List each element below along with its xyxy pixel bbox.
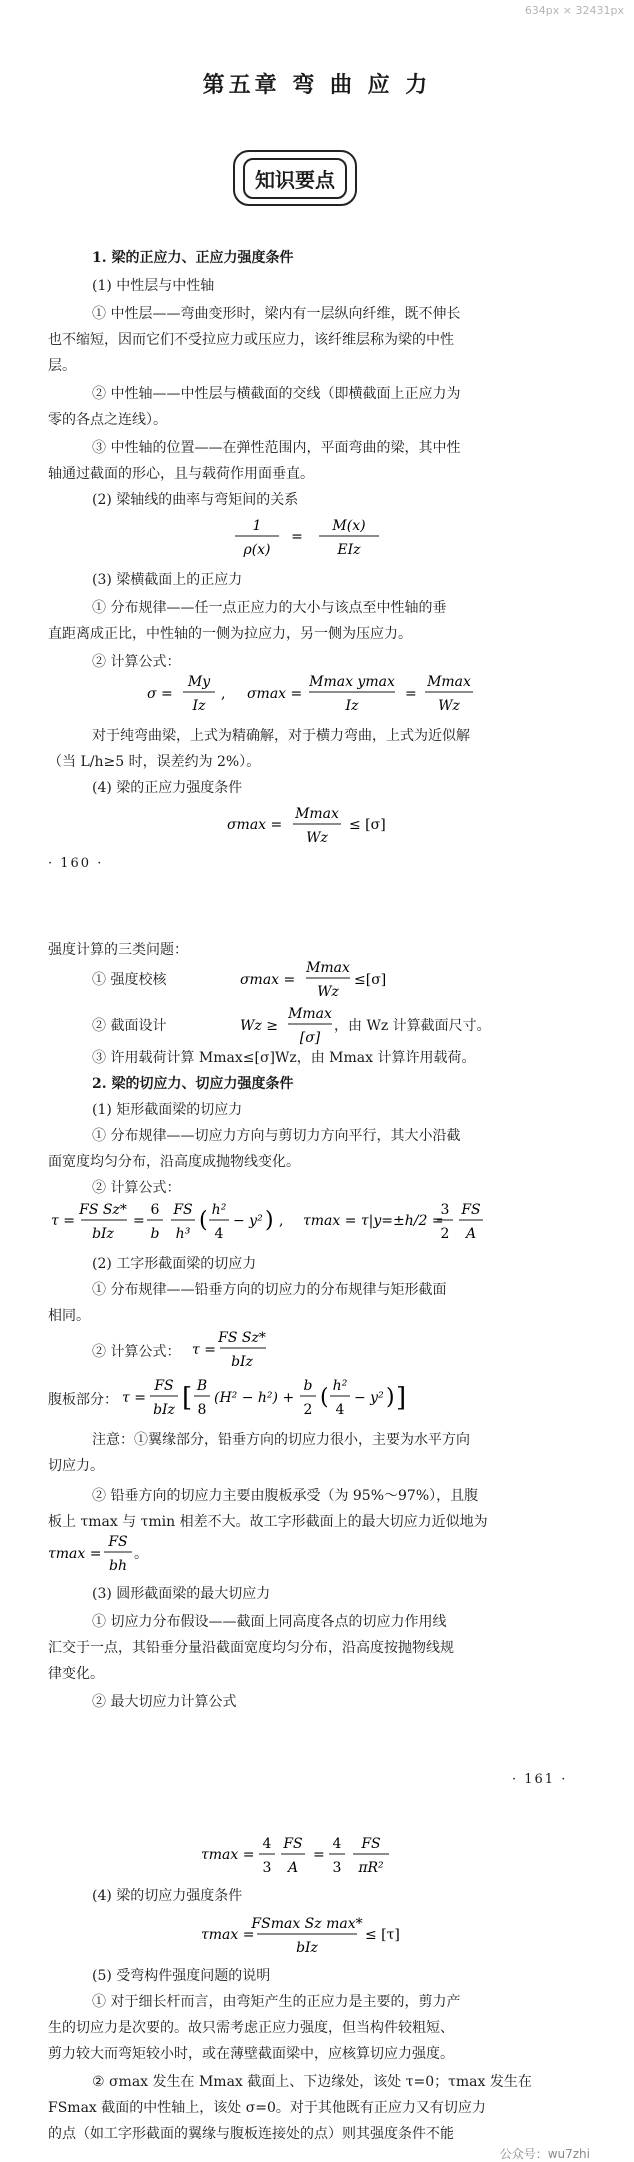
svg-text:): ): [265, 1208, 274, 1233]
check-formula: [238, 956, 398, 1006]
svg-text:2: 2: [440, 1226, 450, 1242]
rect-shear-formula: [0, 1196, 634, 1248]
badge-label: 知识要点: [243, 158, 347, 199]
svg-text:FS: FS: [361, 1836, 381, 1852]
svg-text:=: =: [405, 686, 417, 702]
text-line: 切应力。: [48, 1458, 104, 1474]
text-line: 也不缩短，因而它们不受拉应力或压应力，该纤维层称为梁的中性: [48, 332, 454, 348]
text-line: ① 对于细长杆而言，由弯矩产生的正应力是主要的，剪力产: [92, 1994, 461, 2010]
page-162: [0, 1830, 634, 2162]
text-line: 板上 τmax 与 τmin 相差不大。故工字形截面上的最大切应力近似地为: [48, 1514, 488, 1530]
subsection-heading: (4) 梁的正应力强度条件: [92, 780, 243, 796]
page-160: [0, 0, 634, 880]
svg-text:ρ(x): ρ(x): [243, 542, 271, 558]
svg-text:σmax =: σmax =: [240, 972, 296, 988]
design-formula: [238, 1002, 348, 1052]
svg-text:σmax =: σmax =: [227, 817, 283, 833]
text-line: 的点（如工字形截面的翼缘与腹板连接处的点）则其强度条件不能: [48, 2126, 454, 2142]
text-line: 轴通过截面的形心，且与载荷作用面垂直。: [48, 466, 314, 482]
svg-text:4: 4: [335, 1402, 345, 1418]
chapter-title: 第五章 弯 曲 应 力: [202, 72, 432, 98]
svg-text:bh: bh: [109, 1558, 127, 1574]
svg-text:[σ]: [σ]: [299, 1030, 321, 1046]
svg-text:Mmax: Mmax: [288, 1006, 332, 1022]
svg-text:τmax =: τmax =: [201, 1927, 255, 1943]
text-line: ① 分布规律——铅垂方向的切应力的分布规律与矩形截面: [92, 1282, 447, 1298]
svg-text:Mmax ymax: Mmax ymax: [309, 674, 395, 690]
text-line: 生的切应力是次要的。故只需考虑正应力强度，但当构件较粗短、: [48, 2020, 454, 2036]
text-line: ③ 许用载荷计算 Mmax≤[σ]Wz，由 Mmax 计算许用载荷。: [92, 1050, 476, 1066]
svg-text:h²: h²: [211, 1202, 227, 1218]
svg-text:=: =: [291, 529, 303, 545]
svg-text:FS: FS: [108, 1534, 128, 1550]
svg-text:3: 3: [262, 1860, 272, 1876]
svg-text:Iz: Iz: [345, 698, 359, 714]
svg-text:(H² − h²) +: (H² − h²) +: [214, 1390, 295, 1406]
svg-text:τmax =: τmax =: [201, 1847, 255, 1863]
svg-text:FS Sz*: FS Sz*: [218, 1330, 266, 1346]
image-size-label: 634px × 32431px: [524, 4, 624, 17]
svg-text:A: A: [287, 1860, 299, 1876]
shear-strength-condition-formula: [0, 1910, 634, 1962]
text-line: ③ 中性轴的位置——在弹性范围内，平面弯曲的梁，其中性: [92, 440, 461, 456]
subsection-heading: (1) 矩形截面梁的切应力: [92, 1102, 243, 1118]
svg-text:B: B: [196, 1378, 208, 1394]
svg-text:− y²: − y²: [354, 1390, 384, 1406]
text-line: 剪力较大而弯矩较小时，或在薄壁截面梁中，应核算切应力强度。: [48, 2046, 454, 2062]
svg-text:1: 1: [252, 518, 262, 534]
svg-text:4: 4: [214, 1226, 224, 1242]
svg-text:πR²: πR²: [358, 1860, 384, 1876]
section-heading: 2. 梁的切应力、切应力强度条件: [92, 1076, 294, 1092]
page-161: [0, 930, 634, 1810]
text-line: ① 切应力分布假设——截面上同高度各点的切应力作用线: [92, 1614, 447, 1630]
svg-text:h²: h²: [332, 1378, 348, 1394]
text-line: 腹板部分：: [48, 1392, 118, 1408]
svg-text:,: ,: [279, 1213, 284, 1229]
text-line: 层。: [48, 358, 76, 374]
subsection-heading: (4) 梁的切应力强度条件: [92, 1888, 243, 1904]
svg-text:b: b: [303, 1378, 313, 1394]
svg-text:4: 4: [332, 1836, 342, 1852]
text-line: ① 分布规律——任一点正应力的大小与该点至中性轴的垂: [92, 600, 447, 616]
strength-condition-formula: [0, 800, 634, 852]
svg-text:3: 3: [440, 1202, 450, 1218]
i-beam-shear-formula: [190, 1326, 300, 1376]
text-line: ① 分布规律——切应力方向与剪切力方向平行，其大小沿截: [92, 1128, 461, 1144]
svg-text:h³: h³: [175, 1226, 191, 1242]
svg-text:Mmax: Mmax: [295, 806, 339, 822]
subsection-heading: (3) 梁横截面上的正应力: [92, 572, 243, 588]
subsection-heading: (2) 梁轴线的曲率与弯矩间的关系: [92, 492, 299, 508]
text-line: ② 计算公式：: [92, 654, 181, 670]
svg-text:(: (: [199, 1208, 208, 1233]
svg-text:Wz: Wz: [317, 984, 339, 1000]
subsection-heading: (1) 中性层与中性轴: [92, 278, 215, 294]
svg-text:FS: FS: [461, 1202, 481, 1218]
text-line: ① 强度校核: [92, 972, 167, 988]
text-line: FSmax 截面的中性轴上，该处 σ=0。对于其他既有正应力又有切应力: [48, 2100, 486, 2116]
svg-text:τ =: τ =: [122, 1390, 146, 1406]
svg-text:8: 8: [197, 1402, 207, 1418]
web-shear-formula: [120, 1372, 440, 1426]
svg-text:=: =: [313, 1847, 325, 1863]
text-line: 汇交于一点，其铅垂分量沿截面宽度均匀分布，沿高度按抛物线规: [48, 1640, 454, 1656]
text-line: ② 计算公式：: [92, 1180, 181, 1196]
svg-text:τmax =: τmax =: [48, 1546, 102, 1562]
svg-text:Iz: Iz: [192, 698, 206, 714]
svg-text:bIz: bIz: [231, 1354, 253, 1370]
text-line: ② 计算公式：: [92, 1344, 181, 1360]
circular-max-shear-formula: [0, 1830, 634, 1882]
svg-text:FS Sz*: FS Sz*: [79, 1202, 127, 1218]
svg-text:,: ,: [221, 686, 226, 702]
svg-text:≤[σ]: ≤[σ]: [354, 972, 387, 988]
svg-text:τmax = τ|y=±h/2 =: τmax = τ|y=±h/2 =: [303, 1213, 444, 1229]
subsection-heading: (2) 工字形截面梁的切应力: [92, 1256, 257, 1272]
svg-text:FS: FS: [154, 1378, 174, 1394]
text-line: ② 截面设计: [92, 1018, 167, 1034]
knowledge-badge: [233, 150, 357, 206]
svg-text:Mmax: Mmax: [306, 960, 350, 976]
svg-text:FS: FS: [283, 1836, 303, 1852]
svg-text:Wz: Wz: [306, 830, 328, 846]
svg-text:。: 。: [134, 1546, 148, 1562]
svg-text:τ =: τ =: [51, 1213, 75, 1229]
text-line: （当 L/h≥5 时，误差约为 2%）。: [48, 754, 261, 770]
text-line: 对于纯弯曲梁，上式为精确解，对于横力弯曲，上式为近似解: [92, 728, 470, 744]
curvature-formula: [0, 512, 634, 564]
svg-text:σmax =: σmax =: [247, 686, 303, 702]
svg-text:6: 6: [150, 1202, 160, 1218]
svg-text:b: b: [150, 1226, 160, 1242]
text-line: 注意：①翼缘部分，铅垂方向的切应力很小，主要为水平方向: [92, 1432, 470, 1448]
svg-text:Mmax: Mmax: [427, 674, 471, 690]
text-line: ① 中性层——弯曲变形时，梁内有一层纵向纤维，既不伸长: [92, 306, 461, 322]
svg-text:4: 4: [262, 1836, 272, 1852]
svg-text:M(x): M(x): [332, 518, 366, 534]
text-line: 零的各点之连线）。: [48, 412, 167, 428]
svg-text:− y²: − y²: [233, 1213, 263, 1229]
text-line: 面宽度均匀分布，沿高度成抛物线变化。: [48, 1154, 300, 1170]
svg-text:EIz: EIz: [337, 542, 361, 558]
svg-text:Wz: Wz: [438, 698, 460, 714]
text-line: ，由 Wz 计算截面尺寸。: [334, 1018, 491, 1034]
svg-text:bIz: bIz: [296, 1940, 318, 1956]
svg-text:FS: FS: [173, 1202, 193, 1218]
svg-text:[: [: [182, 1383, 193, 1413]
svg-text:]: ]: [396, 1383, 407, 1413]
text-line: 相同。: [48, 1308, 90, 1324]
text-line: 直距离成正比，中性轴的一侧为拉应力，另一侧为压应力。: [48, 626, 412, 642]
svg-text:bIz: bIz: [92, 1226, 114, 1242]
normal-stress-formula: [0, 668, 634, 722]
svg-text:FSmax Sz max*: FSmax Sz max*: [251, 1916, 363, 1932]
svg-text:(: (: [320, 1385, 329, 1410]
i-beam-max-shear-formula: [46, 1530, 166, 1580]
svg-text:bIz: bIz: [153, 1402, 175, 1418]
svg-text:3: 3: [332, 1860, 342, 1876]
svg-text:≤ [σ]: ≤ [σ]: [349, 817, 386, 833]
text-line: 强度计算的三类问题：: [48, 942, 188, 958]
svg-text:2: 2: [303, 1402, 313, 1418]
svg-text:): ): [386, 1385, 395, 1410]
svg-text:σ =: σ =: [147, 686, 173, 702]
watermark: 公众号：wu7zhi: [499, 2147, 590, 2161]
text-line: ② 最大切应力计算公式: [92, 1694, 237, 1710]
svg-text:=: =: [133, 1213, 145, 1229]
svg-text:My: My: [187, 674, 211, 690]
subsection-heading: (5) 受弯构件强度问题的说明: [92, 1968, 271, 1984]
subsection-heading: (3) 圆形截面梁的最大切应力: [92, 1586, 271, 1602]
svg-text:Wz ≥: Wz ≥: [240, 1018, 278, 1034]
svg-text:≤ [τ]: ≤ [τ]: [365, 1927, 400, 1943]
page-number: · 160 ·: [48, 856, 104, 871]
text-line: ② σmax 发生在 Mmax 截面上、下边缘处，该处 τ=0；τmax 发生在: [92, 2074, 532, 2090]
svg-text:A: A: [465, 1226, 477, 1242]
text-line: 律变化。: [48, 1666, 104, 1682]
text-line: ② 中性轴——中性层与横截面的交线（即横截面上正应力为: [92, 386, 461, 402]
section-heading: 1. 梁的正应力、正应力强度条件: [92, 250, 294, 266]
page-number: · 161 ·: [512, 1772, 568, 1787]
svg-text:τ =: τ =: [192, 1342, 216, 1358]
text-line: ② 铅垂方向的切应力主要由腹板承受（为 95%～97%），且腹: [92, 1488, 479, 1504]
